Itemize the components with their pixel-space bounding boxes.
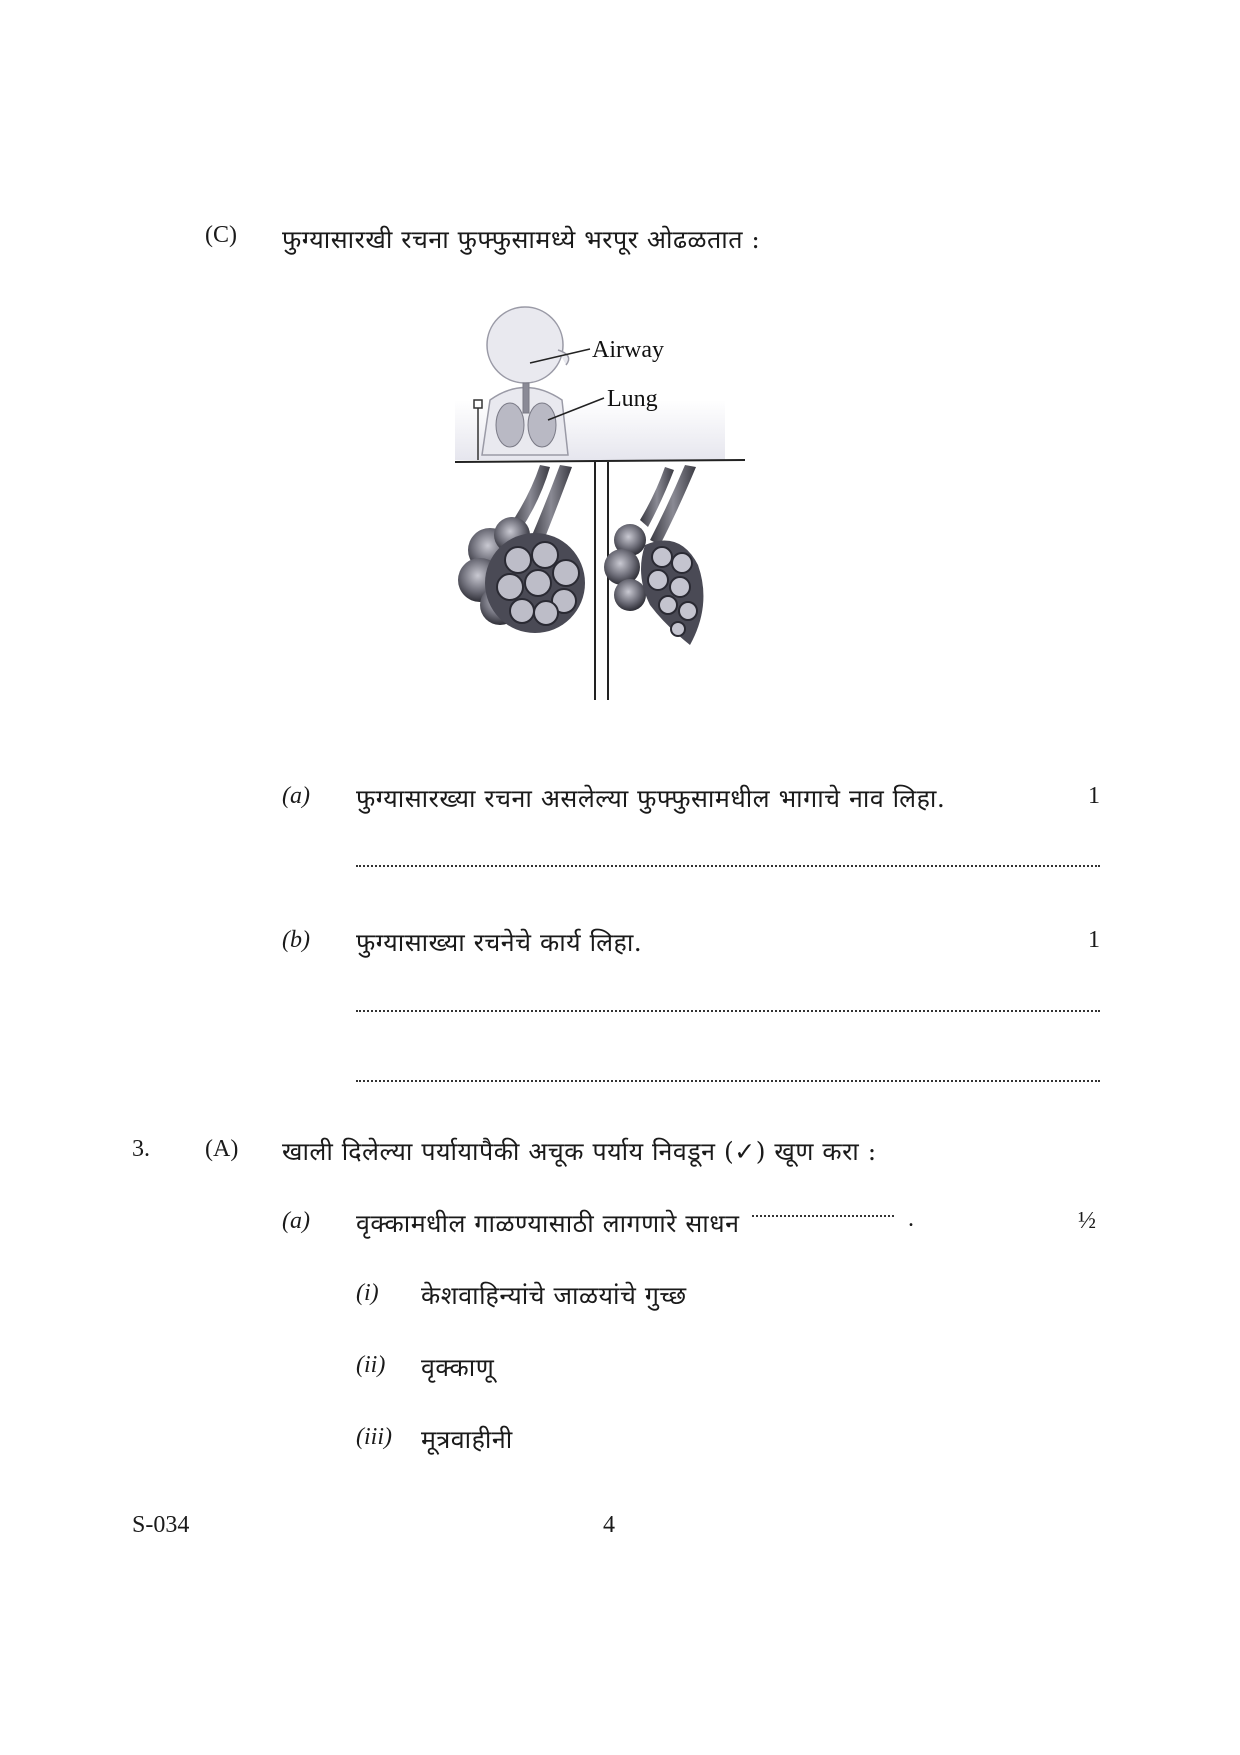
question-3-a-end: . bbox=[908, 1206, 914, 1232]
alveoli-cluster-right bbox=[604, 465, 703, 645]
answer-line[interactable] bbox=[356, 1080, 1100, 1082]
question-3-a-marks: ½ bbox=[1078, 1208, 1096, 1234]
answer-line[interactable] bbox=[356, 865, 1100, 867]
airway-label: Airway bbox=[592, 337, 664, 363]
child-outline bbox=[482, 307, 569, 455]
question-c-b-marks: 1 bbox=[1088, 927, 1100, 953]
fill-blank[interactable] bbox=[752, 1215, 894, 1217]
option-label: (i) bbox=[356, 1280, 379, 1306]
question-3-label: (A) bbox=[205, 1136, 239, 1162]
question-c-b-label: (b) bbox=[282, 927, 310, 953]
question-3-a-text: वृक्कामधील गाळण्यासाठी लागणारे साधन bbox=[356, 1209, 740, 1238]
option-text[interactable]: मूत्रवाहीनी bbox=[421, 1425, 513, 1454]
question-c-b-text: फुग्यासाख्या रचनेचे कार्य लिहा. bbox=[356, 928, 643, 957]
question-c-a-text: फुग्यासारख्या रचना असलेल्या फुफ्फुसामधील भागाचे नाव लिहा. bbox=[356, 784, 946, 813]
option-label: (iii) bbox=[356, 1424, 392, 1450]
question-c-a-label: (a) bbox=[282, 783, 310, 809]
footer-code: S-034 bbox=[132, 1512, 190, 1538]
question-3-text: खाली दिलेल्या पर्यायापैकी अचूक पर्याय निवडून (✓) खूण करा : bbox=[282, 1137, 877, 1166]
question-3-number: 3. bbox=[132, 1136, 150, 1162]
option-text[interactable]: केशवाहिन्यांचे जाळयांचे गुच्छ bbox=[421, 1281, 687, 1310]
panel-top-line bbox=[455, 460, 745, 462]
option-label: (ii) bbox=[356, 1352, 386, 1378]
lung-alveoli-figure bbox=[450, 305, 790, 715]
page-number: 4 bbox=[603, 1512, 615, 1538]
option-text[interactable]: वृक्काणू bbox=[421, 1353, 495, 1382]
question-3-a-label: (a) bbox=[282, 1208, 310, 1234]
lung-label: Lung bbox=[607, 386, 658, 412]
section-c-label: (C) bbox=[205, 222, 237, 248]
question-c-a-marks: 1 bbox=[1088, 783, 1100, 809]
section-c-text: फुग्यासारखी रचना फुफ्फुसामध्ये भरपूर ओढळतात : bbox=[282, 225, 761, 254]
alveoli-cluster-left bbox=[458, 465, 585, 633]
answer-line[interactable] bbox=[356, 1010, 1100, 1012]
